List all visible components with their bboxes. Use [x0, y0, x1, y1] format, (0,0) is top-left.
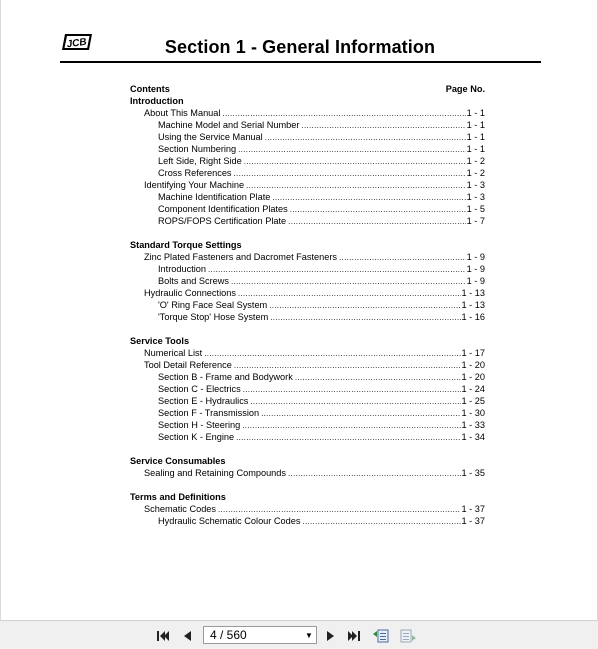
toc-entry-page[interactable]: 1 - 2 [466, 168, 485, 178]
toc-entry-label[interactable]: Tool Detail Reference [144, 360, 232, 370]
toc-header [130, 83, 485, 95]
toc-entry[interactable] [130, 359, 485, 371]
toc-entry[interactable] [130, 155, 485, 167]
toc-entry-page[interactable]: 1 - 1 [466, 144, 485, 154]
toc-dot-leader [261, 408, 460, 419]
toc-dot-leader [302, 516, 460, 527]
toc-section-gap [130, 479, 485, 491]
toc-entry[interactable] [130, 347, 485, 359]
toc-entry-page[interactable]: 1 - 13 [461, 288, 485, 298]
toc-entry-label[interactable]: Hydraulic Schematic Colour Codes [158, 516, 301, 526]
toc-entry-label[interactable]: About This Manual [144, 108, 221, 118]
toc-dot-leader [231, 276, 466, 287]
toc-entry-label[interactable]: Using the Service Manual [158, 132, 263, 142]
toc-entry[interactable] [130, 119, 485, 131]
toc-entry-page[interactable]: 1 - 37 [461, 516, 485, 526]
pdf-navigation-toolbar [0, 620, 598, 649]
toc-entry-page[interactable]: 1 - 34 [461, 432, 485, 442]
toc-entry-page[interactable]: 1 - 3 [466, 180, 485, 190]
page-title: Section 1 - General Information [164, 37, 436, 57]
next-page-icon[interactable] [324, 629, 338, 643]
toc-entry[interactable] [130, 263, 485, 275]
toc-dot-leader [222, 108, 465, 119]
toc-entry-label[interactable]: Section Numbering [158, 144, 237, 154]
toc-section-title: Service Tools [130, 336, 190, 346]
page-number-select[interactable] [203, 626, 317, 644]
toc-entry-page[interactable]: 1 - 3 [466, 192, 485, 202]
toc-entry[interactable] [130, 191, 485, 203]
toc-entry[interactable] [130, 203, 485, 215]
toc-entry-label[interactable]: 'O' Ring Face Seal System [158, 300, 268, 310]
toc-section-gap [130, 227, 485, 239]
toc-dot-leader [288, 468, 461, 479]
toc-entry-page[interactable]: 1 - 16 [461, 312, 485, 322]
toc-dot-leader [288, 216, 465, 227]
toc-section-title: Standard Torque Settings [130, 240, 242, 250]
toc-entry[interactable] [130, 371, 485, 383]
toc-entry[interactable] [130, 503, 485, 515]
toc-dot-leader [290, 204, 466, 215]
toc-entry[interactable] [130, 287, 485, 299]
toc-section-gap [130, 443, 485, 455]
toc-entry[interactable] [130, 431, 485, 443]
toc-entry-page[interactable]: 1 - 20 [461, 372, 485, 382]
toc-entry-label[interactable]: Introduction [158, 264, 207, 274]
toc-entry-label[interactable]: Zinc Plated Fasteners and Dacromet Fasteners [144, 252, 338, 262]
toc-entry-page[interactable]: 1 - 30 [461, 408, 485, 418]
toc-dot-leader [250, 396, 460, 407]
toc-dot-leader [234, 360, 461, 371]
toc-entry-page[interactable]: 1 - 2 [466, 156, 485, 166]
toc-dot-leader [301, 120, 465, 131]
toc-entry[interactable] [130, 215, 485, 227]
toc-entry-label[interactable]: Component Identification Plates [158, 204, 288, 214]
toc-entry-label[interactable]: Section F - Transmission [158, 408, 260, 418]
toc-entry-page[interactable]: 1 - 9 [466, 252, 485, 262]
toc-dot-leader [242, 420, 460, 431]
toc-entry-label[interactable]: Hydraulic Connections [144, 288, 236, 298]
previous-view-icon[interactable] [373, 629, 391, 643]
last-page-icon[interactable] [347, 629, 361, 643]
toc-dot-leader [204, 348, 460, 359]
toc-entry-label[interactable]: Section B - Frame and Bodywork [158, 372, 293, 382]
toc-entry[interactable] [130, 311, 485, 323]
toc-entry-label[interactable]: Numerical List [144, 348, 203, 358]
toc-entry-label[interactable]: Machine Model and Serial Number [158, 120, 300, 130]
toc-entry-page[interactable]: 1 - 1 [466, 120, 485, 130]
toc-section-title: Service Consumables [130, 456, 226, 466]
toc-entry-page[interactable]: 1 - 17 [461, 348, 485, 358]
toc-dot-leader [270, 312, 460, 323]
contents-label: Contents [130, 84, 170, 94]
toc-dot-leader [234, 168, 466, 179]
toc-dot-leader [265, 132, 466, 143]
toc-entry[interactable] [130, 395, 485, 407]
toc-entry-label[interactable]: Schematic Codes [144, 504, 217, 514]
toc-entry[interactable] [130, 407, 485, 419]
toc-entry[interactable] [130, 179, 485, 191]
toc-dot-leader [208, 264, 466, 275]
toc-dot-leader [218, 504, 460, 515]
toc-entry[interactable] [130, 143, 485, 155]
toc-dot-leader [246, 180, 465, 191]
toc-dot-leader [272, 192, 465, 203]
toc-entry-page[interactable]: 1 - 33 [461, 420, 485, 430]
toc-entry-page[interactable]: 1 - 13 [461, 300, 485, 310]
toc-entry-page[interactable]: 1 - 25 [461, 396, 485, 406]
toc-section-gap [130, 323, 485, 335]
toc-entry-label[interactable]: Identifying Your Machine [144, 180, 245, 190]
toc-entry-page[interactable]: 1 - 5 [466, 204, 485, 214]
page-no-label: Page No. [445, 84, 485, 94]
toc-entry[interactable] [130, 251, 485, 263]
toc-dot-leader [339, 252, 466, 263]
toc-dot-leader [236, 432, 460, 443]
toc-entry-page[interactable]: 1 - 35 [461, 468, 485, 478]
toc-dot-leader [238, 144, 465, 155]
toc-entry[interactable] [130, 275, 485, 287]
toc-entry-page[interactable]: 1 - 7 [466, 216, 485, 226]
toc-entry-label[interactable]: ROPS/FOPS Certification Plate [158, 216, 287, 226]
toc-entry-label[interactable]: Cross References [158, 168, 232, 178]
toc-entry-page[interactable]: 1 - 37 [461, 504, 485, 514]
toc-entry-page[interactable]: 1 - 9 [466, 264, 485, 274]
first-page-icon[interactable] [156, 629, 170, 643]
toc-entry[interactable] [130, 167, 485, 179]
toc-section-title: Introduction [130, 96, 184, 106]
page-border-left [0, 0, 1, 620]
toc-entry[interactable] [130, 419, 485, 431]
toc-entry-page[interactable]: 1 - 24 [461, 384, 485, 394]
toc-dot-leader [244, 156, 466, 167]
toc-entry-label[interactable]: 'Torque Stop' Hose System [158, 312, 269, 322]
toc-entry-page[interactable]: 1 - 9 [466, 276, 485, 286]
toc-entry-label[interactable]: Section E - Hydraulics [158, 396, 249, 406]
toc-entry-label[interactable]: Section C - Electrics [158, 384, 241, 394]
toc-section-title: Terms and Definitions [130, 492, 226, 502]
svg-text:JCB: JCB [66, 36, 88, 51]
toc-dot-leader [295, 372, 461, 383]
toc-entry-label[interactable]: Bolts and Screws [158, 276, 229, 286]
toc-entry-label[interactable]: Machine Identification Plate [158, 192, 271, 202]
next-view-icon[interactable] [399, 629, 417, 643]
toc-entry[interactable] [130, 107, 485, 119]
toc-dot-leader [243, 384, 461, 395]
toc-entry-page[interactable]: 1 - 1 [466, 108, 485, 118]
toc-entry-page[interactable]: 1 - 20 [461, 360, 485, 370]
toc-dot-leader [238, 288, 461, 299]
toc-entry[interactable] [130, 515, 485, 527]
toc-entry-label[interactable]: Sealing and Retaining Compounds [144, 468, 286, 478]
toc-entry-label[interactable]: Section K - Engine [158, 432, 235, 442]
toc-entry-page[interactable]: 1 - 1 [466, 132, 485, 142]
table-of-contents [130, 83, 485, 527]
toc-entry[interactable] [130, 299, 485, 311]
jcb-logo [60, 32, 94, 52]
toc-entry[interactable] [130, 467, 485, 479]
toc-entry-label[interactable]: Section H - Steering [158, 420, 241, 430]
toc-body [130, 95, 485, 527]
chevron-down-icon[interactable]: ▼ [305, 630, 313, 640]
toc-entry[interactable] [130, 131, 485, 143]
page-number-value[interactable]: 4 / 560 [210, 628, 247, 642]
title-rule [60, 61, 541, 63]
toc-entry-label[interactable]: Left Side, Right Side [158, 156, 242, 166]
toc-entry[interactable] [130, 383, 485, 395]
toc-dot-leader [269, 300, 460, 311]
previous-page-icon[interactable] [180, 629, 194, 643]
